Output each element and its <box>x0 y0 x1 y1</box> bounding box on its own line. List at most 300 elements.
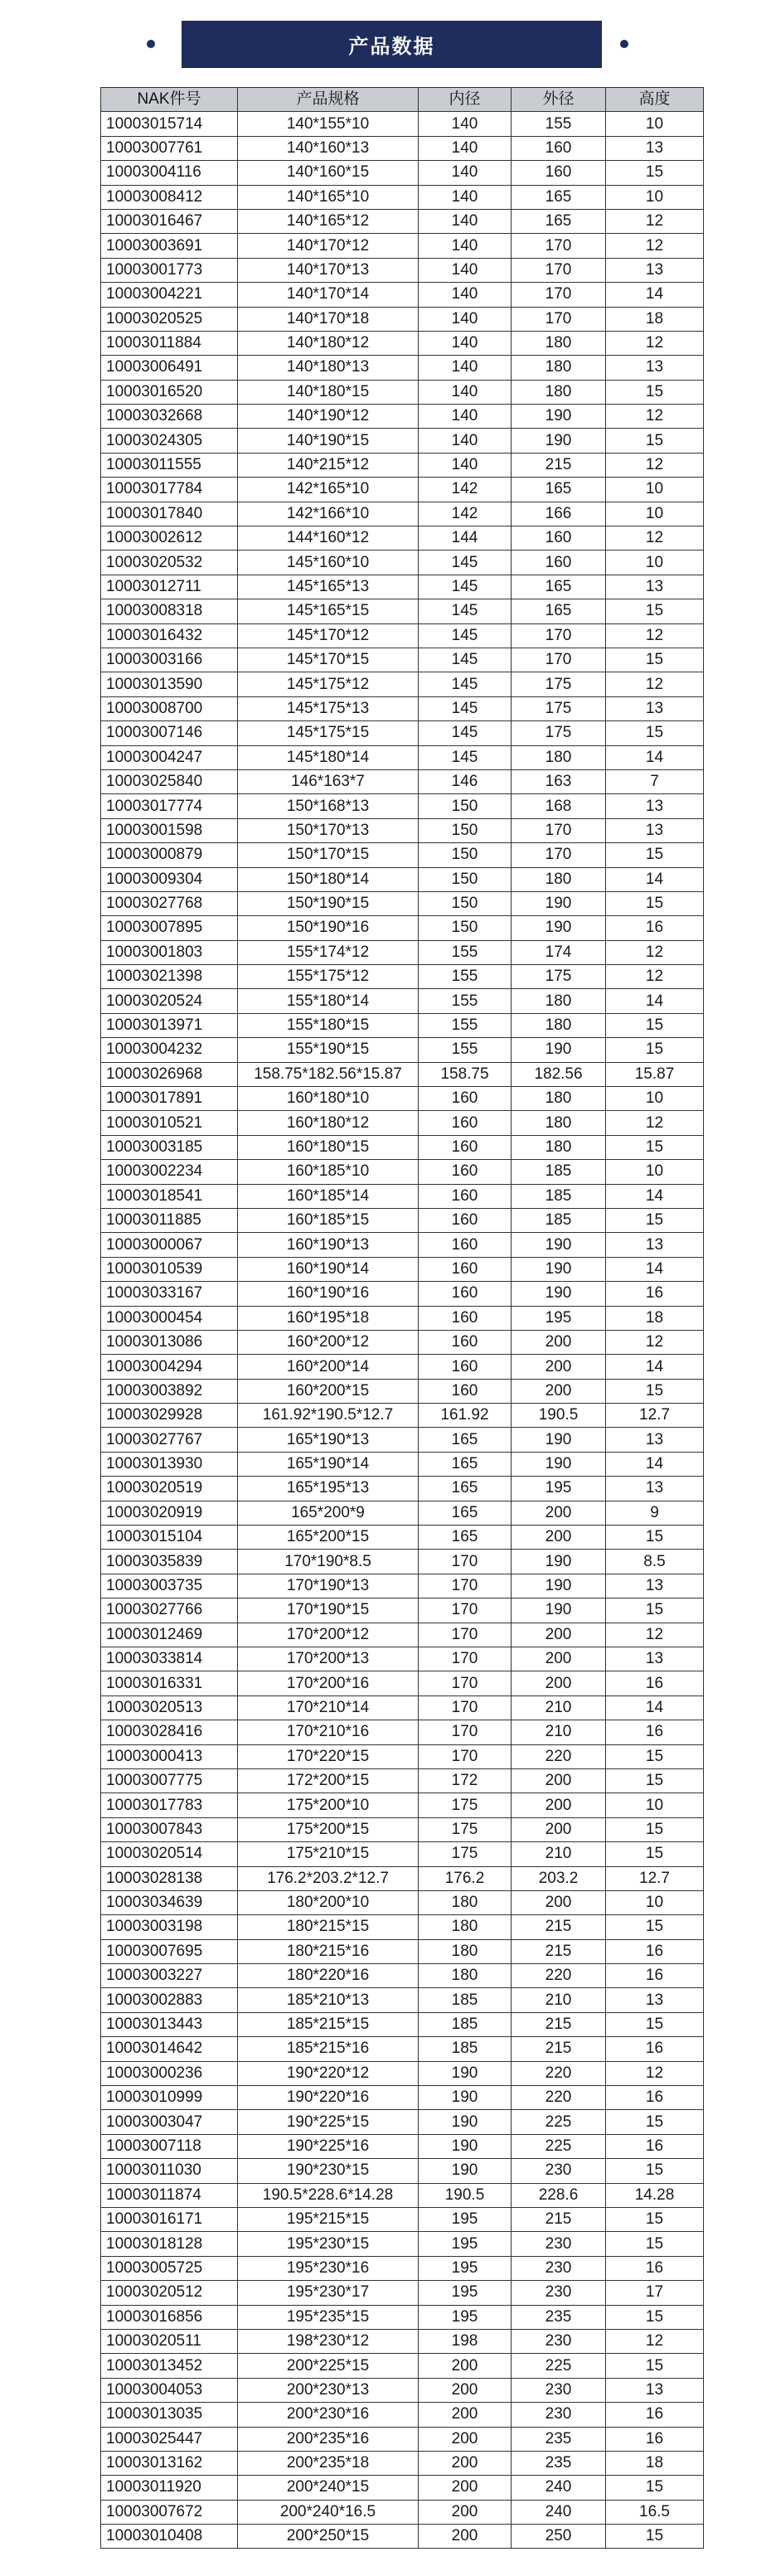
cell-height: 12 <box>606 623 704 648</box>
cell-spec: 170*210*16 <box>238 1720 419 1744</box>
cell-part-number: 10003016467 <box>101 209 238 233</box>
cell-height: 15 <box>606 1744 704 1768</box>
table-row <box>101 258 704 282</box>
table-row <box>101 769 704 793</box>
cell-height: 12 <box>606 2061 704 2085</box>
cell-spec: 198*230*12 <box>238 2329 419 2353</box>
table-row <box>101 1526 704 1550</box>
cell-outer-diameter: 215 <box>512 2207 606 2231</box>
table-row <box>101 599 704 623</box>
table-row <box>101 1184 704 1208</box>
cell-outer-diameter: 235 <box>512 2427 606 2451</box>
cell-spec: 195*230*15 <box>238 2232 419 2256</box>
table-row <box>101 2354 704 2378</box>
cell-inner-diameter: 142 <box>419 478 512 502</box>
cell-spec: 170*190*15 <box>238 1598 419 1623</box>
cell-outer-diameter: 225 <box>512 2110 606 2134</box>
cell-spec: 160*180*12 <box>238 1111 419 1135</box>
cell-spec: 155*190*15 <box>238 1038 419 1062</box>
cell-height: 10 <box>606 502 704 526</box>
cell-outer-diameter: 175 <box>512 672 606 696</box>
cell-outer-diameter: 190 <box>512 429 606 453</box>
bullet-dot-icon <box>147 40 155 48</box>
table-row <box>101 161 704 185</box>
cell-outer-diameter: 166 <box>512 502 606 526</box>
cell-part-number: 10003027767 <box>101 1428 238 1452</box>
cell-spec: 150*168*13 <box>238 794 419 818</box>
cell-inner-diameter: 160 <box>419 1355 512 1379</box>
cell-part-number: 10003005725 <box>101 2256 238 2280</box>
cell-outer-diameter: 180 <box>512 380 606 404</box>
column-header-spec: 产品规格 <box>238 88 419 112</box>
cell-inner-diameter: 140 <box>419 380 512 404</box>
table-row <box>101 2110 704 2134</box>
cell-part-number: 10003011885 <box>101 1208 238 1232</box>
cell-height: 15 <box>606 2232 704 2256</box>
cell-inner-diameter: 195 <box>419 2281 512 2305</box>
cell-inner-diameter: 160 <box>419 1184 512 1208</box>
cell-part-number: 10003001803 <box>101 940 238 964</box>
cell-spec: 180*215*15 <box>238 1915 419 1939</box>
cell-inner-diameter: 170 <box>419 1598 512 1623</box>
cell-height: 10 <box>606 1087 704 1111</box>
cell-part-number: 10003003047 <box>101 2110 238 2134</box>
cell-outer-diameter: 180 <box>512 331 606 355</box>
cell-part-number: 10003008318 <box>101 599 238 623</box>
cell-spec: 142*166*10 <box>238 502 419 526</box>
cell-part-number: 10003002883 <box>101 1988 238 2012</box>
cell-part-number: 10003028138 <box>101 1866 238 1890</box>
cell-spec: 150*170*15 <box>238 843 419 867</box>
cell-spec: 144*160*12 <box>238 526 419 551</box>
cell-outer-diameter: 180 <box>512 1013 606 1037</box>
cell-part-number: 10003013452 <box>101 2354 238 2378</box>
cell-part-number: 10003007761 <box>101 136 238 160</box>
cell-inner-diameter: 160 <box>419 1135 512 1159</box>
cell-spec: 170*220*15 <box>238 1744 419 1768</box>
cell-outer-diameter: 215 <box>512 2037 606 2061</box>
cell-height: 14 <box>606 1184 704 1208</box>
cell-outer-diameter: 155 <box>512 112 606 136</box>
cell-spec: 158.75*182.56*15.87 <box>238 1062 419 1086</box>
cell-part-number: 10003016432 <box>101 623 238 648</box>
cell-outer-diameter: 175 <box>512 696 606 720</box>
cell-spec: 195*235*15 <box>238 2305 419 2329</box>
cell-outer-diameter: 210 <box>512 1720 606 1744</box>
cell-part-number: 10003008412 <box>101 185 238 209</box>
cell-height: 10 <box>606 551 704 575</box>
cell-part-number: 10003013035 <box>101 2403 238 2427</box>
cell-height: 16 <box>606 1939 704 1963</box>
cell-spec: 200*250*15 <box>238 2525 419 2549</box>
cell-spec: 145*170*15 <box>238 648 419 672</box>
cell-height: 15 <box>606 1135 704 1159</box>
table-row <box>101 1623 704 1647</box>
cell-inner-diameter: 195 <box>419 2256 512 2280</box>
cell-outer-diameter: 175 <box>512 721 606 745</box>
cell-height: 8.5 <box>606 1550 704 1574</box>
table-row <box>101 575 704 599</box>
cell-spec: 165*195*13 <box>238 1477 419 1501</box>
table-row <box>101 405 704 429</box>
cell-part-number: 10003003185 <box>101 1135 238 1159</box>
cell-height: 15 <box>606 1598 704 1623</box>
cell-part-number: 10003018541 <box>101 1184 238 1208</box>
cell-height: 12.7 <box>606 1404 704 1428</box>
table-row <box>101 794 704 818</box>
cell-height: 12 <box>606 1111 704 1135</box>
table-row <box>101 2037 704 2061</box>
cell-outer-diameter: 170 <box>512 307 606 331</box>
cell-outer-diameter: 190 <box>512 1038 606 1062</box>
table-row <box>101 1160 704 1184</box>
table-row <box>101 356 704 380</box>
cell-height: 13 <box>606 258 704 282</box>
cell-inner-diameter: 175 <box>419 1842 512 1866</box>
cell-spec: 190*230*15 <box>238 2159 419 2183</box>
cell-spec: 180*220*16 <box>238 1964 419 1988</box>
cell-outer-diameter: 160 <box>512 136 606 160</box>
cell-inner-diameter: 140 <box>419 258 512 282</box>
cell-outer-diameter: 203.2 <box>512 1866 606 1890</box>
table-row <box>101 2183 704 2207</box>
table-row <box>101 1550 704 1574</box>
cell-part-number: 10003007895 <box>101 916 238 940</box>
cell-outer-diameter: 174 <box>512 940 606 964</box>
cell-outer-diameter: 180 <box>512 867 606 891</box>
cell-height: 15 <box>606 1817 704 1841</box>
cell-inner-diameter: 160 <box>419 1111 512 1135</box>
cell-height: 7 <box>606 769 704 793</box>
cell-inner-diameter: 146 <box>419 769 512 793</box>
cell-outer-diameter: 185 <box>512 1160 606 1184</box>
cell-inner-diameter: 170 <box>419 1696 512 1720</box>
cell-part-number: 10003012711 <box>101 575 238 599</box>
cell-inner-diameter: 170 <box>419 1744 512 1768</box>
cell-inner-diameter: 165 <box>419 1428 512 1452</box>
cell-height: 10 <box>606 478 704 502</box>
cell-inner-diameter: 155 <box>419 940 512 964</box>
cell-outer-diameter: 190 <box>512 1550 606 1574</box>
cell-outer-diameter: 235 <box>512 2451 606 2475</box>
cell-outer-diameter: 230 <box>512 2329 606 2353</box>
cell-height: 16 <box>606 2037 704 2061</box>
table-row <box>101 526 704 551</box>
cell-inner-diameter: 160 <box>419 1233 512 1257</box>
cell-inner-diameter: 170 <box>419 1574 512 1598</box>
cell-spec: 170*190*8.5 <box>238 1550 419 1574</box>
cell-height: 13 <box>606 1647 704 1671</box>
table-row <box>101 234 704 258</box>
cell-part-number: 10003004294 <box>101 1355 238 1379</box>
table-row <box>101 2525 704 2549</box>
table-row <box>101 2427 704 2451</box>
cell-height: 18 <box>606 307 704 331</box>
cell-part-number: 10003026968 <box>101 1062 238 1086</box>
cell-part-number: 10003011920 <box>101 2476 238 2500</box>
cell-height: 15 <box>606 2207 704 2231</box>
cell-height: 13 <box>606 1428 704 1452</box>
cell-height: 15 <box>606 2012 704 2036</box>
cell-outer-diameter: 200 <box>512 1768 606 1793</box>
cell-outer-diameter: 190 <box>512 1257 606 1281</box>
cell-part-number: 10003035839 <box>101 1550 238 1574</box>
cell-inner-diameter: 185 <box>419 2037 512 2061</box>
cell-inner-diameter: 150 <box>419 867 512 891</box>
cell-part-number: 10003000236 <box>101 2061 238 2085</box>
bullet-dot-icon <box>620 40 628 48</box>
cell-spec: 175*210*15 <box>238 1842 419 1866</box>
cell-inner-diameter: 200 <box>419 2403 512 2427</box>
cell-height: 12.7 <box>606 1866 704 1890</box>
cell-spec: 160*185*10 <box>238 1160 419 1184</box>
cell-height: 15 <box>606 161 704 185</box>
cell-spec: 175*200*15 <box>238 1817 419 1841</box>
cell-inner-diameter: 140 <box>419 185 512 209</box>
table-row <box>101 1306 704 1330</box>
cell-part-number: 10003004232 <box>101 1038 238 1062</box>
cell-part-number: 10003015714 <box>101 112 238 136</box>
table-row <box>101 380 704 404</box>
table-row <box>101 1915 704 1939</box>
cell-spec: 140*160*13 <box>238 136 419 160</box>
cell-inner-diameter: 142 <box>419 502 512 526</box>
cell-spec: 145*165*15 <box>238 599 419 623</box>
cell-height: 14 <box>606 745 704 769</box>
cell-spec: 200*240*16.5 <box>238 2500 419 2524</box>
cell-spec: 172*200*15 <box>238 1768 419 1793</box>
cell-inner-diameter: 140 <box>419 356 512 380</box>
cell-inner-diameter: 170 <box>419 1623 512 1647</box>
cell-height: 12 <box>606 234 704 258</box>
cell-spec: 190.5*228.6*14.28 <box>238 2183 419 2207</box>
table-row <box>101 2012 704 2036</box>
table-row <box>101 940 704 964</box>
cell-part-number: 10003020532 <box>101 551 238 575</box>
cell-height: 15 <box>606 1915 704 1939</box>
cell-inner-diameter: 200 <box>419 2354 512 2378</box>
cell-part-number: 10003007843 <box>101 1817 238 1841</box>
cell-part-number: 10003032668 <box>101 405 238 429</box>
cell-part-number: 10003013930 <box>101 1452 238 1476</box>
cell-spec: 140*190*12 <box>238 405 419 429</box>
cell-part-number: 10003011884 <box>101 331 238 355</box>
table-row <box>101 1452 704 1476</box>
cell-part-number: 10003016520 <box>101 380 238 404</box>
cell-spec: 145*165*13 <box>238 575 419 599</box>
cell-height: 12 <box>606 209 704 233</box>
cell-outer-diameter: 230 <box>512 2281 606 2305</box>
table-row <box>101 1135 704 1159</box>
cell-inner-diameter: 170 <box>419 1647 512 1671</box>
cell-spec: 160*180*10 <box>238 1087 419 1111</box>
cell-spec: 142*165*10 <box>238 478 419 502</box>
cell-spec: 160*190*14 <box>238 1257 419 1281</box>
table-row <box>101 648 704 672</box>
cell-inner-diameter: 145 <box>419 696 512 720</box>
cell-height: 17 <box>606 2281 704 2305</box>
cell-height: 14 <box>606 1257 704 1281</box>
cell-inner-diameter: 155 <box>419 1013 512 1037</box>
table-row <box>101 2451 704 2475</box>
cell-spec: 140*215*12 <box>238 453 419 477</box>
cell-inner-diameter: 190 <box>419 2086 512 2110</box>
cell-height: 14 <box>606 283 704 307</box>
cell-outer-diameter: 220 <box>512 1964 606 1988</box>
cell-height: 13 <box>606 1477 704 1501</box>
table-row <box>101 1087 704 1111</box>
cell-inner-diameter: 150 <box>419 916 512 940</box>
cell-spec: 170*200*12 <box>238 1623 419 1647</box>
cell-part-number: 10003011874 <box>101 2183 238 2207</box>
cell-inner-diameter: 160 <box>419 1330 512 1354</box>
cell-inner-diameter: 145 <box>419 575 512 599</box>
cell-outer-diameter: 230 <box>512 2232 606 2256</box>
cell-spec: 175*200*10 <box>238 1793 419 1817</box>
cell-spec: 200*235*16 <box>238 2427 419 2451</box>
cell-part-number: 10003020524 <box>101 989 238 1013</box>
cell-part-number: 10003027766 <box>101 1598 238 1623</box>
cell-spec: 140*170*18 <box>238 307 419 331</box>
cell-outer-diameter: 215 <box>512 1939 606 1963</box>
table-row <box>101 1282 704 1306</box>
table-row <box>101 1038 704 1062</box>
cell-height: 13 <box>606 2378 704 2402</box>
table-row <box>101 2207 704 2231</box>
cell-inner-diameter: 140 <box>419 307 512 331</box>
cell-part-number: 10003008700 <box>101 696 238 720</box>
cell-inner-diameter: 160 <box>419 1379 512 1403</box>
cell-spec: 140*180*15 <box>238 380 419 404</box>
cell-inner-diameter: 140 <box>419 209 512 233</box>
cell-height: 10 <box>606 185 704 209</box>
cell-height: 10 <box>606 1793 704 1817</box>
cell-outer-diameter: 200 <box>512 1890 606 1914</box>
cell-height: 15 <box>606 2525 704 2549</box>
cell-part-number: 10003016331 <box>101 1671 238 1696</box>
cell-outer-diameter: 190 <box>512 1452 606 1476</box>
cell-inner-diameter: 170 <box>419 1550 512 1574</box>
column-header-height: 高度 <box>606 88 704 112</box>
cell-height: 12 <box>606 672 704 696</box>
cell-part-number: 10003010408 <box>101 2525 238 2549</box>
cell-outer-diameter: 170 <box>512 234 606 258</box>
cell-height: 13 <box>606 356 704 380</box>
cell-part-number: 10003007672 <box>101 2500 238 2524</box>
cell-part-number: 10003014642 <box>101 2037 238 2061</box>
cell-spec: 170*210*14 <box>238 1696 419 1720</box>
cell-height: 16 <box>606 2427 704 2451</box>
cell-outer-diameter: 215 <box>512 1915 606 1939</box>
cell-spec: 160*180*15 <box>238 1135 419 1159</box>
table-row <box>101 2134 704 2158</box>
cell-outer-diameter: 210 <box>512 1842 606 1866</box>
cell-outer-diameter: 165 <box>512 575 606 599</box>
cell-inner-diameter: 145 <box>419 721 512 745</box>
cell-part-number: 10003013162 <box>101 2451 238 2475</box>
cell-inner-diameter: 150 <box>419 891 512 915</box>
cell-spec: 200*240*15 <box>238 2476 419 2500</box>
table-row <box>101 112 704 136</box>
cell-inner-diameter: 165 <box>419 1477 512 1501</box>
cell-inner-diameter: 190 <box>419 2159 512 2183</box>
table-row <box>101 2256 704 2280</box>
table-row <box>101 2378 704 2402</box>
cell-inner-diameter: 160 <box>419 1208 512 1232</box>
cell-inner-diameter: 140 <box>419 136 512 160</box>
cell-inner-diameter: 200 <box>419 2378 512 2402</box>
cell-spec: 165*200*9 <box>238 1501 419 1525</box>
cell-inner-diameter: 150 <box>419 794 512 818</box>
cell-height: 16 <box>606 2256 704 2280</box>
cell-outer-diameter: 200 <box>512 1379 606 1403</box>
table-row <box>101 1330 704 1354</box>
cell-outer-diameter: 200 <box>512 1526 606 1550</box>
cell-spec: 140*165*12 <box>238 209 419 233</box>
cell-height: 18 <box>606 1306 704 1330</box>
cell-inner-diameter: 180 <box>419 1964 512 1988</box>
cell-outer-diameter: 225 <box>512 2134 606 2158</box>
cell-spec: 150*190*16 <box>238 916 419 940</box>
table-row <box>101 283 704 307</box>
cell-inner-diameter: 165 <box>419 1501 512 1525</box>
column-header-inner-diameter: 内径 <box>419 88 512 112</box>
page-header <box>0 0 771 79</box>
cell-inner-diameter: 140 <box>419 453 512 477</box>
cell-inner-diameter: 195 <box>419 2232 512 2256</box>
cell-height: 15 <box>606 2159 704 2183</box>
table-row <box>101 1574 704 1598</box>
cell-height: 13 <box>606 818 704 842</box>
cell-outer-diameter: 175 <box>512 965 606 989</box>
table-row <box>101 721 704 745</box>
cell-part-number: 10003012469 <box>101 1623 238 1647</box>
cell-height: 13 <box>606 1988 704 2012</box>
cell-height: 14 <box>606 1355 704 1379</box>
table-row <box>101 1939 704 1963</box>
cell-spec: 145*175*15 <box>238 721 419 745</box>
cell-outer-diameter: 215 <box>512 2012 606 2036</box>
cell-part-number: 10003033814 <box>101 1647 238 1671</box>
table-row <box>101 2305 704 2329</box>
cell-part-number: 10003010999 <box>101 2086 238 2110</box>
cell-inner-diameter: 140 <box>419 331 512 355</box>
cell-outer-diameter: 180 <box>512 1135 606 1159</box>
cell-height: 16 <box>606 1720 704 1744</box>
cell-inner-diameter: 161.92 <box>419 1404 512 1428</box>
table-row <box>101 1111 704 1135</box>
cell-inner-diameter: 172 <box>419 1768 512 1793</box>
product-data-table <box>100 87 704 2549</box>
cell-height: 10 <box>606 1160 704 1184</box>
table-row <box>101 1671 704 1696</box>
table-body <box>101 112 704 2549</box>
cell-height: 13 <box>606 575 704 599</box>
cell-spec: 195*230*17 <box>238 2281 419 2305</box>
cell-spec: 165*200*15 <box>238 1526 419 1550</box>
cell-inner-diameter: 200 <box>419 2427 512 2451</box>
cell-outer-diameter: 160 <box>512 526 606 551</box>
cell-inner-diameter: 200 <box>419 2500 512 2524</box>
cell-spec: 140*170*12 <box>238 234 419 258</box>
cell-outer-diameter: 230 <box>512 2159 606 2183</box>
cell-outer-diameter: 180 <box>512 356 606 380</box>
cell-height: 15 <box>606 648 704 672</box>
table-row <box>101 1768 704 1793</box>
cell-outer-diameter: 170 <box>512 843 606 867</box>
cell-height: 14 <box>606 989 704 1013</box>
cell-spec: 160*190*16 <box>238 1282 419 1306</box>
